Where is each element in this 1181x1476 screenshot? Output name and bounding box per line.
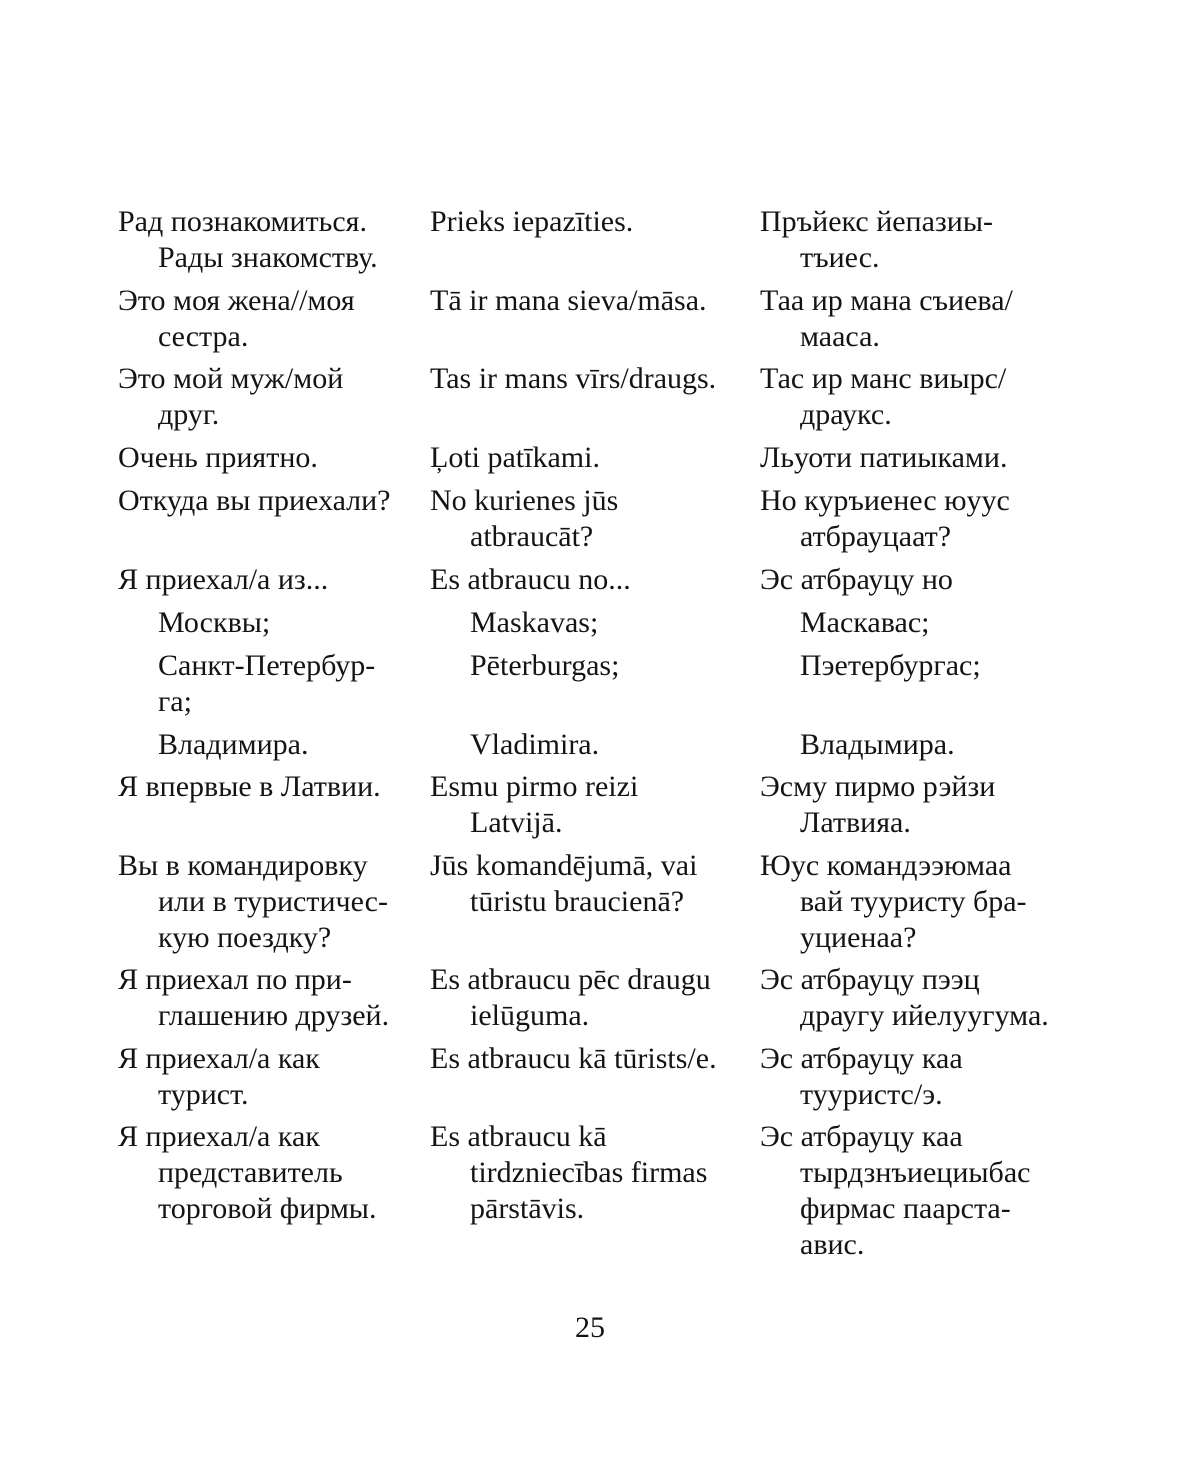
russian-cell (118, 1119, 428, 1227)
transcription-line: Пръйекс йепазиы- (760, 205, 993, 238)
latvian-line: Tā ir mana sieva/māsa. (430, 284, 707, 317)
latvian-cell (430, 440, 760, 476)
latvian-cell (430, 848, 760, 920)
transcription-cell (760, 727, 1078, 763)
russian-line: Владимира. (158, 728, 309, 761)
russian-line: га; (158, 685, 192, 718)
russian-cell (118, 562, 428, 598)
latvian-cell (430, 361, 760, 397)
latvian-line: Maskavas; (470, 606, 599, 639)
latvian-line: tūristu braucienā? (470, 885, 685, 918)
transcription-cell (760, 1119, 1078, 1263)
transcription-line: Эс атбрауцу каа (760, 1120, 963, 1153)
russian-line: кую поездку? (158, 921, 332, 954)
transcription-cell (760, 648, 1078, 684)
transcription-line: Маскавас; (800, 606, 930, 639)
latvian-cell (430, 962, 760, 1034)
transcription-cell (760, 962, 1078, 1034)
latvian-line: Esmu pirmo reizi (430, 770, 639, 803)
transcription-line: Льуоти патиыками. (760, 441, 1008, 474)
russian-cell (118, 727, 428, 763)
russian-line: друг. (158, 398, 220, 431)
transcription-cell (760, 769, 1078, 841)
latvian-cell (430, 727, 760, 763)
latvian-cell (430, 769, 760, 841)
latvian-line: pārstāvis. (470, 1192, 585, 1225)
latvian-line: Es atbraucu pēc draugu (430, 963, 711, 996)
latvian-line: Jūs komandējumā, vai (430, 849, 698, 882)
transcription-line: Тас ир манс виырс/ (760, 362, 1007, 395)
transcription-line: Пэетербургас; (800, 649, 981, 682)
russian-cell (118, 848, 428, 956)
transcription-line: Но куръиенес юуус (760, 484, 1010, 517)
russian-line: Откуда вы приехали? (118, 484, 391, 517)
transcription-line: вай тууристу бра- (800, 885, 1027, 918)
russian-line: Я приехал/а из... (118, 563, 329, 596)
latvian-cell (430, 1041, 760, 1077)
page-number: 25 (575, 1311, 605, 1344)
transcription-cell (760, 440, 1078, 476)
latvian-line: tirdzniecības firmas (470, 1156, 708, 1189)
russian-cell (118, 283, 428, 355)
latvian-line: Es atbraucu kā (430, 1120, 607, 1153)
latvian-line: No kurienes jūs (430, 484, 619, 517)
transcription-line: тууристс/э. (800, 1078, 943, 1111)
russian-line: Очень приятно. (118, 441, 318, 474)
latvian-line: Pēterburgas; (470, 649, 620, 682)
russian-cell (118, 605, 428, 641)
latvian-line: Vladimira. (470, 728, 600, 761)
russian-cell (118, 440, 428, 476)
transcription-cell (760, 283, 1078, 355)
russian-line: Это мой муж/мой (118, 362, 344, 395)
russian-line: Санкт-Петербур- (158, 649, 376, 682)
latvian-line: Es atbraucu no... (430, 563, 631, 596)
transcription-cell (760, 204, 1078, 276)
transcription-cell (760, 605, 1078, 641)
russian-line: Это моя жена//моя (118, 284, 355, 317)
latvian-line: Latvijā. (470, 806, 563, 839)
latvian-line: ielūguma. (470, 999, 590, 1032)
transcription-line: атбрауцаат? (800, 520, 952, 553)
latvian-cell (430, 648, 760, 684)
russian-line: сестра. (158, 320, 249, 353)
russian-line: Рады знакомству. (158, 241, 378, 274)
russian-line: турист. (158, 1078, 249, 1111)
russian-line: Рад познакомиться. (118, 205, 367, 238)
russian-line: представитель (158, 1156, 343, 1189)
transcription-cell (760, 562, 1078, 598)
russian-line: глашению друзей. (158, 999, 390, 1032)
russian-line: Я приехал/а как (118, 1042, 320, 1075)
transcription-line: тырдзнъиециыбас (800, 1156, 1031, 1189)
russian-line: Я впервые в Латвии. (118, 770, 381, 803)
transcription-line: авис. (800, 1228, 865, 1261)
transcription-cell (760, 361, 1078, 433)
russian-cell (118, 204, 428, 276)
russian-line: торговой фирмы. (158, 1192, 377, 1225)
russian-cell (118, 769, 428, 805)
latvian-line: atbraucāt? (470, 520, 594, 553)
transcription-line: драукс. (800, 398, 892, 431)
russian-line: Я приехал по при- (118, 963, 352, 996)
latvian-line: Es atbraucu kā tūrists/e. (430, 1042, 717, 1075)
russian-cell (118, 483, 428, 519)
latvian-cell (430, 283, 760, 319)
russian-cell (118, 962, 428, 1034)
transcription-line: Эс атбрауцу но (760, 563, 953, 596)
latvian-cell (430, 483, 760, 555)
russian-line: Вы в командировку (118, 849, 368, 882)
latvian-line: Prieks iepazīties. (430, 205, 634, 238)
transcription-line: тъиес. (800, 241, 880, 274)
transcription-cell (760, 848, 1078, 956)
transcription-cell (760, 483, 1078, 555)
russian-cell (118, 361, 428, 433)
latvian-line: Ļoti patīkami. (430, 441, 600, 474)
russian-cell (118, 648, 428, 720)
transcription-cell (760, 1041, 1078, 1113)
transcription-line: Таа ир мана съиева/ (760, 284, 1013, 317)
latvian-cell (430, 1119, 760, 1227)
russian-line: или в туристичес- (158, 885, 388, 918)
latvian-cell (430, 204, 760, 240)
transcription-line: мааса. (800, 320, 880, 353)
russian-line: Москвы; (158, 606, 271, 639)
russian-line: Я приехал/а как (118, 1120, 320, 1153)
transcription-line: Эс атбрауцу каа (760, 1042, 963, 1075)
transcription-line: Юус командээюмаа (760, 849, 1012, 882)
transcription-line: Эсму пирмо рэйзи (760, 770, 996, 803)
transcription-line: Владымира. (800, 728, 955, 761)
transcription-line: драугу ийелуугума. (800, 999, 1049, 1032)
latvian-cell (430, 605, 760, 641)
transcription-line: Эс атбрауцу пээц (760, 963, 980, 996)
transcription-line: уциенаа? (800, 921, 917, 954)
transcription-line: фирмас паарста- (800, 1192, 1011, 1225)
transcription-line: Латвияа. (800, 806, 911, 839)
latvian-cell (430, 562, 760, 598)
latvian-line: Tas ir mans vīrs/draugs. (430, 362, 717, 395)
russian-cell (118, 1041, 428, 1113)
